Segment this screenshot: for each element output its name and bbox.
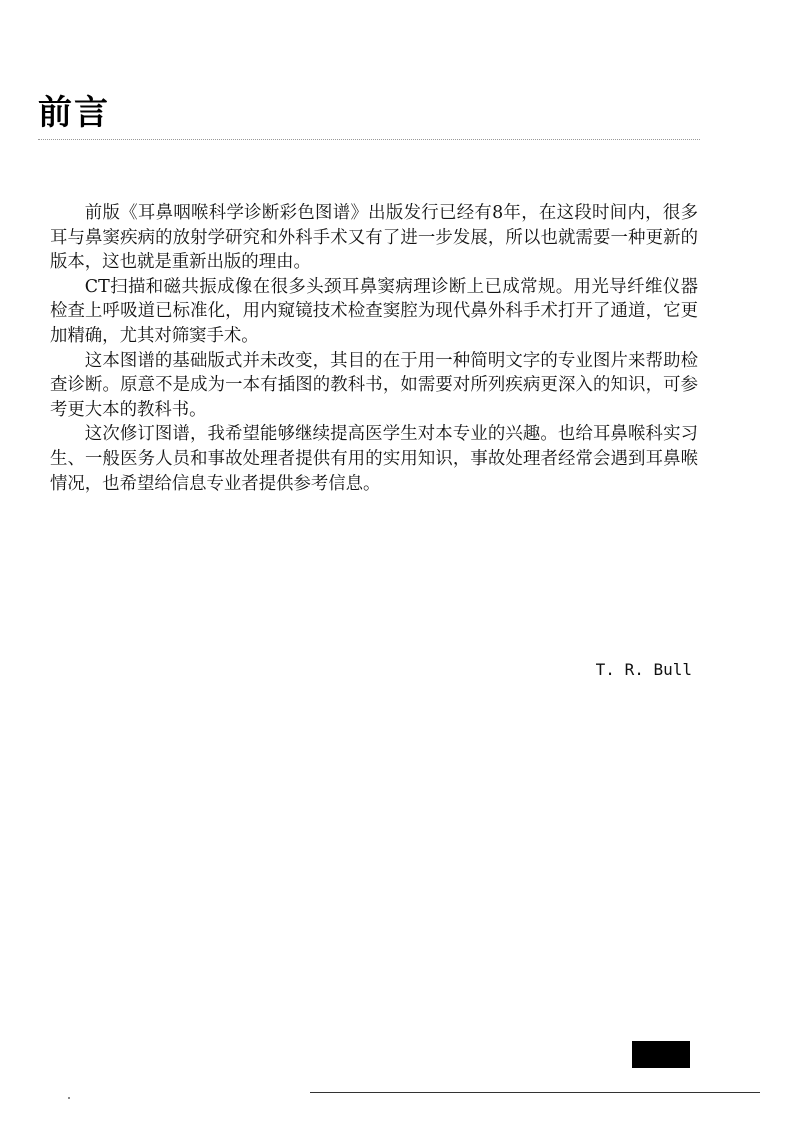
scan-speck — [68, 1097, 70, 1099]
footer-divider-tail — [700, 1092, 760, 1093]
title-divider — [38, 139, 700, 140]
preface-body — [50, 201, 698, 496]
paragraph: 前版《耳鼻咽喉科学诊断彩色图谱》出版发行已经有8年，在这段时间内，很多耳与鼻窦疾病的放射学研究和外科手术又有了进一步发展，所以也就需要一种更新的版本，这也就是重新出版的理由。 — [50, 203, 698, 273]
author-signature: T. R. Bull — [595, 660, 692, 679]
page-title: 前言 — [38, 93, 110, 133]
paragraph: 这本图谱的基础版式并未改变，其目的在于用一种简明文字的专业图片来帮助检查诊断。原意不是成为一本有插图的教科书，如需要对所列疾病更深入的知识，可参考更大本的教科书。 — [50, 350, 698, 420]
paragraph: CT扫描和磁共振成像在很多头颈耳鼻窦病理诊断上已成常规。用光导纤维仪器检查上呼吸道已标准化，用内窥镜技术检查窦腔为现代鼻外科手术打开了通道，它更加精确，尤其对筛窦手术。 — [50, 276, 698, 346]
page-number-block — [632, 1041, 690, 1068]
paragraph: 这次修订图谱，我希望能够继续提高医学生对本专业的兴趣。也给耳鼻喉科实习生、一般医务人员和事故处理者提供有用的实用知识，事故处理者经常会遇到耳鼻喉情况，也希望给信息专业者提供参考信息。 — [50, 424, 698, 494]
footer-divider — [310, 1092, 760, 1093]
